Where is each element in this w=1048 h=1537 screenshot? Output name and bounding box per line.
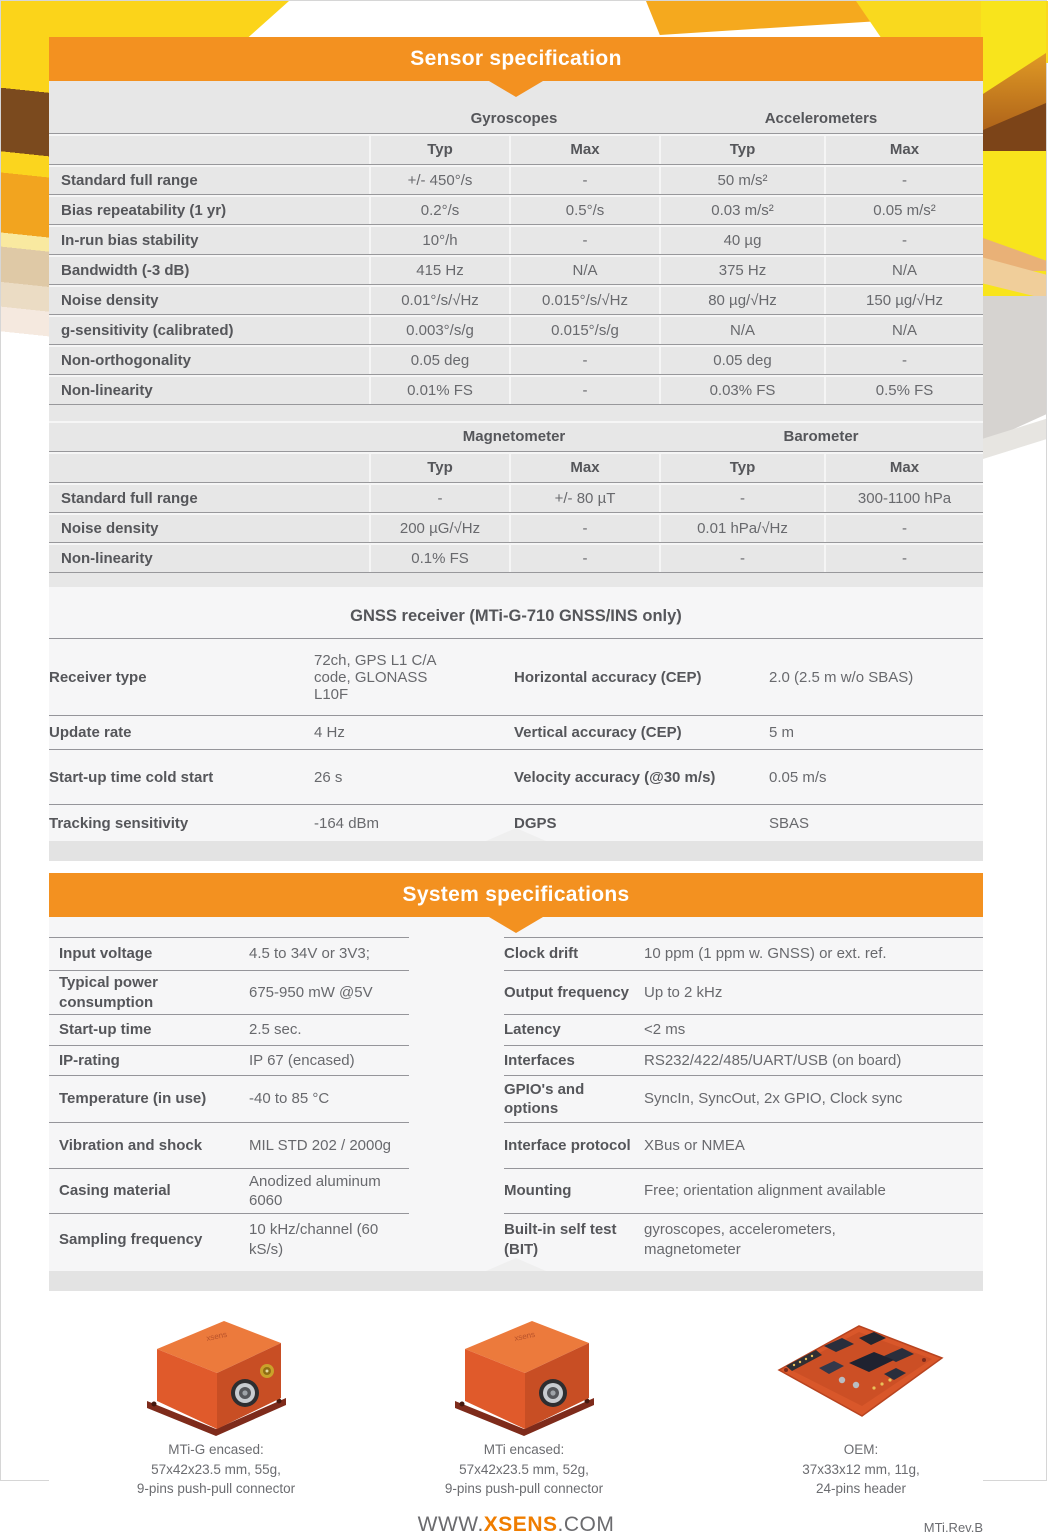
table-row	[49, 937, 983, 970]
cell-value: 200 µG/√Hz	[369, 515, 509, 542]
section-divider-band	[49, 841, 983, 861]
row-label: Receiver type	[49, 668, 147, 686]
row-label: DGPS	[514, 814, 557, 832]
col-header: Typ	[369, 136, 509, 164]
cell-value: 0.015°/s/g	[509, 317, 659, 344]
table-row	[49, 255, 983, 285]
cell-value: 40 µg	[659, 227, 824, 254]
cell-value: Up to 2 kHz	[644, 970, 983, 1014]
sensor-spec-title: Sensor specification	[410, 47, 622, 70]
table-row	[49, 1168, 983, 1213]
cell-value: 0.01 hPa/√Hz	[659, 515, 824, 542]
cell-value: 2.5 sec.	[249, 1014, 409, 1045]
product-caption-mti-g: MTi-G encased: 57x42x23.5 mm, 55g, 9-pins push-pull connector	[136, 1442, 296, 1497]
cell-value: -	[659, 545, 824, 572]
cell-value: 10 kHz/channel (60 kS/s)	[249, 1213, 409, 1265]
group-header-gyroscopes: Gyroscopes	[470, 110, 558, 127]
cell-value: 0.5% FS	[824, 377, 983, 404]
table-row	[49, 1075, 983, 1122]
table-row	[49, 543, 983, 573]
row-label: Start-up time cold start	[49, 768, 214, 786]
sensor-spec-banner	[49, 37, 983, 81]
row-label: Casing material	[49, 1168, 249, 1213]
row-label: Bias repeatability (1 yr)	[61, 202, 227, 219]
table-row	[49, 315, 983, 345]
banner-pointer-triangle	[489, 81, 543, 97]
divider-peak-triangle	[486, 1258, 546, 1271]
xsens-brand-text: XSENS	[483, 1512, 558, 1536]
gnss-section-title: GNSS receiver (MTi-G-710 GNSS/INS only)	[350, 607, 682, 625]
divider-peak-triangle	[486, 828, 546, 841]
cell-value: -	[824, 545, 983, 572]
product-image-oem-board	[764, 1308, 954, 1428]
table-column-header-row	[49, 134, 983, 165]
col-header: Typ	[659, 136, 824, 164]
cell-value: 50 m/s²	[659, 167, 824, 194]
row-label: Latency	[504, 1014, 644, 1045]
product-image-mti-encased	[437, 1301, 612, 1436]
row-label: Non-orthogonality	[61, 352, 191, 369]
cell-value: gyroscopes, accelerometers, magnetometer	[644, 1213, 983, 1265]
table-column-header-row	[49, 452, 983, 483]
cell-value: 26 s	[314, 768, 343, 786]
cell-value: 0.05 deg	[659, 347, 824, 374]
svg-text:xsens: xsens	[205, 1329, 228, 1343]
cell-value: N/A	[824, 257, 983, 284]
row-label: Velocity accuracy (@30 m/s)	[514, 768, 716, 786]
product-caption-oem: OEM: 37x33x12 mm, 11g, 24-pins header	[802, 1442, 920, 1497]
cell-value: -	[824, 167, 983, 194]
cell-value: 300-1100 hPa	[824, 485, 983, 512]
col-header: Max	[509, 136, 659, 164]
banner-pointer-triangle	[489, 917, 543, 933]
cell-value: 0.05 m/s²	[824, 197, 983, 224]
cell-value: +/- 450°/s	[369, 167, 509, 194]
cell-value: -	[659, 485, 824, 512]
col-header: Max	[509, 454, 659, 482]
row-label: Update rate	[49, 724, 132, 741]
svg-text:xsens: xsens	[513, 1329, 536, 1343]
cell-value: 0.1% FS	[369, 545, 509, 572]
cell-value: N/A	[824, 317, 983, 344]
row-label: Clock drift	[504, 937, 644, 970]
table-row	[49, 970, 983, 1014]
cell-value: MIL STD 202 / 2000g	[249, 1122, 409, 1168]
page-footer	[49, 1513, 983, 1537]
cell-value: 5 m	[769, 724, 795, 741]
cell-value: SBAS	[769, 814, 810, 832]
cell-value: SyncIn, SyncOut, 2x GPIO, Clock sync	[644, 1075, 983, 1122]
cell-value: 0.2°/s	[369, 197, 509, 224]
cell-value: -	[824, 347, 983, 374]
corner-decoration-left-stripes	[1, 1, 49, 349]
cell-value: 0.015°/s/√Hz	[509, 287, 659, 314]
cell-value: -	[509, 377, 659, 404]
cell-value: 0.01% FS	[369, 377, 509, 404]
row-label: Start-up time	[49, 1014, 249, 1045]
table-group-header-row	[49, 105, 983, 134]
cell-value: RS232/422/485/UART/USB (on board)	[644, 1045, 983, 1075]
cell-value: -	[509, 347, 659, 374]
sensor-spec-table	[49, 81, 983, 587]
row-label: Built-in self test (BIT)	[504, 1213, 644, 1265]
row-label: Standard full range	[61, 172, 198, 189]
row-label: Sampling frequency	[49, 1213, 249, 1265]
cell-value: -	[369, 485, 509, 512]
col-header: Max	[824, 136, 983, 164]
cell-value: 0.05 m/s	[769, 768, 827, 786]
cell-value: 415 Hz	[369, 257, 509, 284]
cell-value: 375 Hz	[659, 257, 824, 284]
row-label: Temperature (in use)	[49, 1075, 249, 1122]
product-gallery	[49, 1291, 983, 1499]
row-label: Non-linearity	[61, 550, 153, 567]
table-row	[49, 285, 983, 315]
cell-value: 4.5 to 34V or 3V3;	[249, 937, 409, 970]
col-header: Typ	[659, 454, 824, 482]
cell-value: N/A	[659, 317, 824, 344]
table-group-header-row	[49, 421, 983, 452]
cell-value: IP 67 (encased)	[249, 1045, 409, 1075]
cell-value: 0.01°/s/√Hz	[369, 287, 509, 314]
table-row	[49, 1045, 983, 1075]
product-caption-mti: MTi encased: 57x42x23.5 mm, 52g, 9-pins push-pull connector	[444, 1442, 604, 1497]
row-label: Input voltage	[49, 937, 249, 970]
table-row	[49, 1014, 983, 1045]
table-row	[49, 225, 983, 255]
row-label: Vertical accuracy (CEP)	[514, 724, 682, 741]
row-label: IP-rating	[49, 1045, 249, 1075]
table-row	[49, 1122, 983, 1168]
table-row	[49, 483, 983, 513]
row-label: Noise density	[61, 520, 159, 537]
cell-value: <2 ms	[644, 1014, 983, 1045]
row-label: Interface protocol	[504, 1122, 644, 1168]
cell-value: 0.003°/s/g	[369, 317, 509, 344]
row-label: Non-linearity	[61, 382, 153, 399]
row-label: Mounting	[504, 1168, 644, 1213]
table-row	[49, 195, 983, 225]
row-label: g-sensitivity (calibrated)	[61, 322, 234, 339]
system-spec-banner	[49, 873, 983, 917]
cell-value: 0.03% FS	[659, 377, 824, 404]
table-row	[49, 375, 983, 405]
row-label: Noise density	[61, 292, 159, 309]
table-row	[49, 749, 983, 804]
revision-label: MTi.Rev.B	[923, 1519, 983, 1535]
cell-value: -	[509, 167, 659, 194]
cell-value: Anodized aluminum 6060	[249, 1168, 409, 1213]
product-image-mti-g-encased	[129, 1301, 304, 1436]
cell-value: 0.5°/s	[509, 197, 659, 224]
cell-value: +/- 80 µT	[509, 485, 659, 512]
corner-decoration-right-stripes	[981, 1, 1046, 476]
row-label: Bandwidth (-3 dB)	[61, 262, 190, 279]
row-label: Vibration and shock	[49, 1122, 249, 1168]
row-label: Horizontal accuracy (CEP)	[514, 668, 702, 686]
row-label: Standard full range	[61, 490, 198, 507]
row-label: Typical power consumption	[49, 970, 249, 1014]
table-row	[49, 513, 983, 543]
cell-value: 4 Hz	[314, 724, 345, 741]
cell-value: 675-950 mW @5V	[249, 970, 409, 1014]
cell-value: 10 ppm (1 ppm w. GNSS) or ext. ref.	[644, 937, 983, 970]
table-row	[49, 715, 983, 749]
cell-value: Free; orientation alignment available	[644, 1168, 983, 1213]
cell-value: -	[509, 227, 659, 254]
cell-value: 0.03 m/s²	[659, 197, 824, 224]
system-spec-title: System specifications	[402, 883, 630, 906]
group-header-accelerometers: Accelerometers	[764, 110, 878, 127]
cell-value: 10°/h	[369, 227, 509, 254]
row-label: In-run bias stability	[61, 232, 199, 249]
gnss-table	[49, 587, 983, 841]
cell-value: 0.05 deg	[369, 347, 509, 374]
cell-value: -164 dBm	[314, 814, 380, 832]
table-row	[49, 638, 983, 715]
cell-value: 72ch, GPS L1 C/A code, GLONASS L10F	[314, 651, 436, 703]
cell-value: -	[509, 515, 659, 542]
cell-value: -	[824, 227, 983, 254]
cell-value: 2.0 (2.5 m w/o SBAS)	[769, 668, 914, 686]
system-spec-table	[49, 917, 983, 1271]
col-header: Max	[824, 454, 983, 482]
website-link[interactable]: WWW.XSENS.COM	[417, 1512, 615, 1536]
cell-value: 150 µg/√Hz	[824, 287, 983, 314]
cell-value: XBus or NMEA	[644, 1122, 983, 1168]
cell-value: N/A	[509, 257, 659, 284]
col-header: Typ	[369, 454, 509, 482]
cell-value: -40 to 85 °C	[249, 1075, 409, 1122]
table-row	[49, 165, 983, 195]
cell-value: 80 µg/√Hz	[659, 287, 824, 314]
group-header-barometer: Barometer	[783, 428, 859, 445]
row-label: Output frequency	[504, 970, 644, 1014]
row-label: GPIO's and options	[504, 1075, 644, 1122]
cell-value: -	[509, 545, 659, 572]
table-row	[49, 345, 983, 375]
group-header-magnetometer: Magnetometer	[462, 428, 566, 445]
cell-value: -	[824, 515, 983, 542]
row-label: Tracking sensitivity	[49, 814, 189, 832]
row-label: Interfaces	[504, 1045, 644, 1075]
section-divider-band	[49, 1271, 983, 1291]
